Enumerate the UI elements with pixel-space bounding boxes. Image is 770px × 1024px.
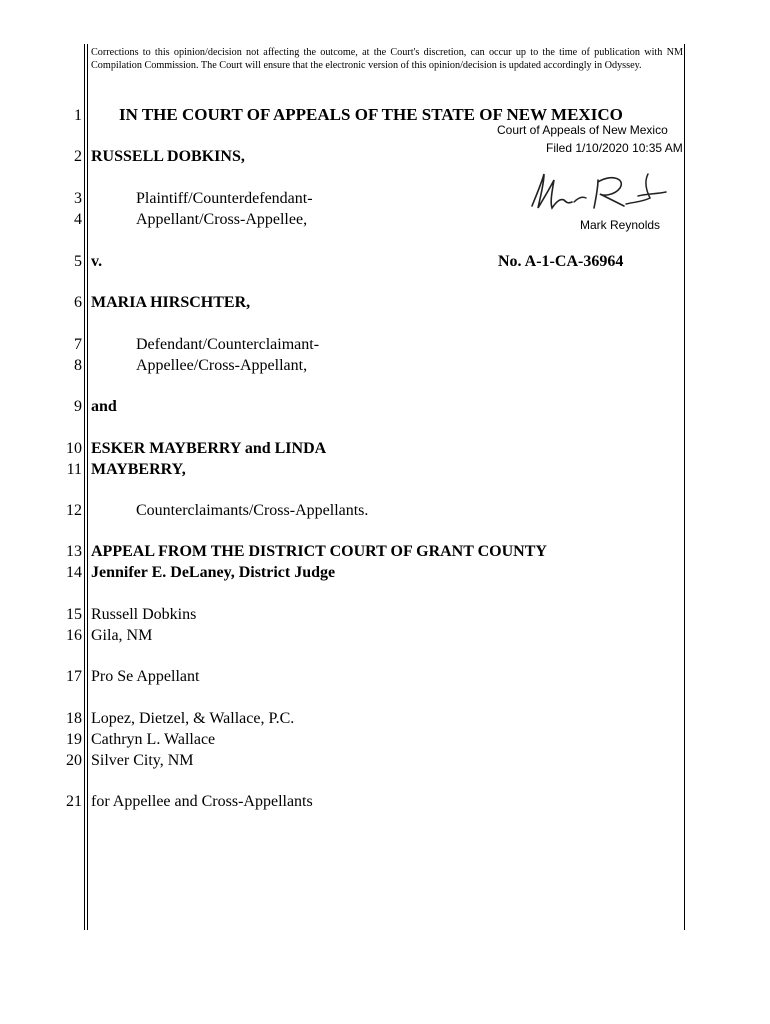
- counterclaimant-role: Counterclaimants/Cross-Appellants.: [136, 502, 369, 519]
- attorney-name: Cathryn L. Wallace: [91, 731, 216, 748]
- line-number: 20: [66, 752, 82, 769]
- plaintiff-role-line-2: Appellant/Cross-Appellee,: [136, 211, 308, 228]
- stamp-signer: Mark Reynolds: [580, 218, 661, 232]
- line-number: 3: [74, 190, 82, 207]
- right-margin-rule: [684, 44, 685, 930]
- line-number: 7: [74, 336, 82, 353]
- district-judge: Jennifer E. DeLaney, District Judge: [91, 564, 336, 581]
- law-firm: Lopez, Dietzel, & Wallace, P.C.: [91, 710, 295, 727]
- corrections-notice: Corrections to this opinion/decision not affecting the outcome, at the Court's discretion, can occur up to the time of publication with NM Compilation Commission. The Court will ensure that the electronic version of this opinion/decision is updated accordingly in Odyssey.: [91, 47, 683, 71]
- line-number: 18: [66, 710, 82, 727]
- line-number: 8: [74, 357, 82, 374]
- attorney-role: for Appellee and Cross-Appellants: [91, 793, 313, 810]
- line-number: 11: [66, 461, 82, 478]
- versus: v.: [91, 253, 103, 270]
- line-number: 2: [74, 148, 82, 165]
- appellant-city: Gila, NM: [91, 627, 153, 644]
- appellant-name: Russell Dobkins: [91, 606, 197, 623]
- appellant-role: Pro Se Appellant: [91, 668, 200, 685]
- line-number: 19: [66, 731, 82, 748]
- line-number: 9: [74, 398, 82, 415]
- court-title: IN THE COURT OF APPEALS OF THE STATE OF NEW MEXICO: [119, 105, 623, 124]
- stamp-court: Court of Appeals of New Mexico: [497, 123, 668, 137]
- and-conjunction: and: [91, 398, 117, 415]
- defendant-name: MARIA HIRSCHTER,: [91, 294, 251, 311]
- left-margin-rule-inner: [87, 44, 88, 930]
- line-number: 17: [66, 668, 82, 685]
- line-number: 13: [66, 543, 82, 560]
- line-number: 1: [74, 107, 82, 124]
- counterclaimant-names-line-1: ESKER MAYBERRY and LINDA: [91, 440, 327, 457]
- case-number: No. A-1-CA-36964: [498, 253, 624, 270]
- left-margin-rule-outer: [84, 44, 85, 930]
- plaintiff-name: RUSSELL DOBKINS,: [91, 148, 245, 165]
- attorney-city: Silver City, NM: [91, 752, 194, 769]
- signature-graphic: [522, 168, 672, 218]
- defendant-role-line-2: Appellee/Cross-Appellant,: [136, 357, 308, 374]
- line-number: 6: [74, 294, 82, 311]
- line-number: 4: [74, 211, 82, 228]
- line-number: 15: [66, 606, 82, 623]
- plaintiff-role-line-1: Plaintiff/Counterdefendant-: [136, 190, 313, 207]
- line-number: 12: [66, 502, 82, 519]
- line-number: 10: [66, 440, 82, 457]
- line-number: 5: [74, 253, 82, 270]
- line-number: 16: [66, 627, 82, 644]
- stamp-filed: Filed 1/10/2020 10:35 AM: [546, 141, 683, 155]
- appeal-heading: APPEAL FROM THE DISTRICT COURT OF GRANT COUNTY: [91, 543, 547, 560]
- defendant-role-line-1: Defendant/Counterclaimant-: [136, 336, 320, 353]
- line-number: 21: [66, 793, 82, 810]
- line-number: 14: [66, 564, 82, 581]
- counterclaimant-names-line-2: MAYBERRY,: [91, 461, 186, 478]
